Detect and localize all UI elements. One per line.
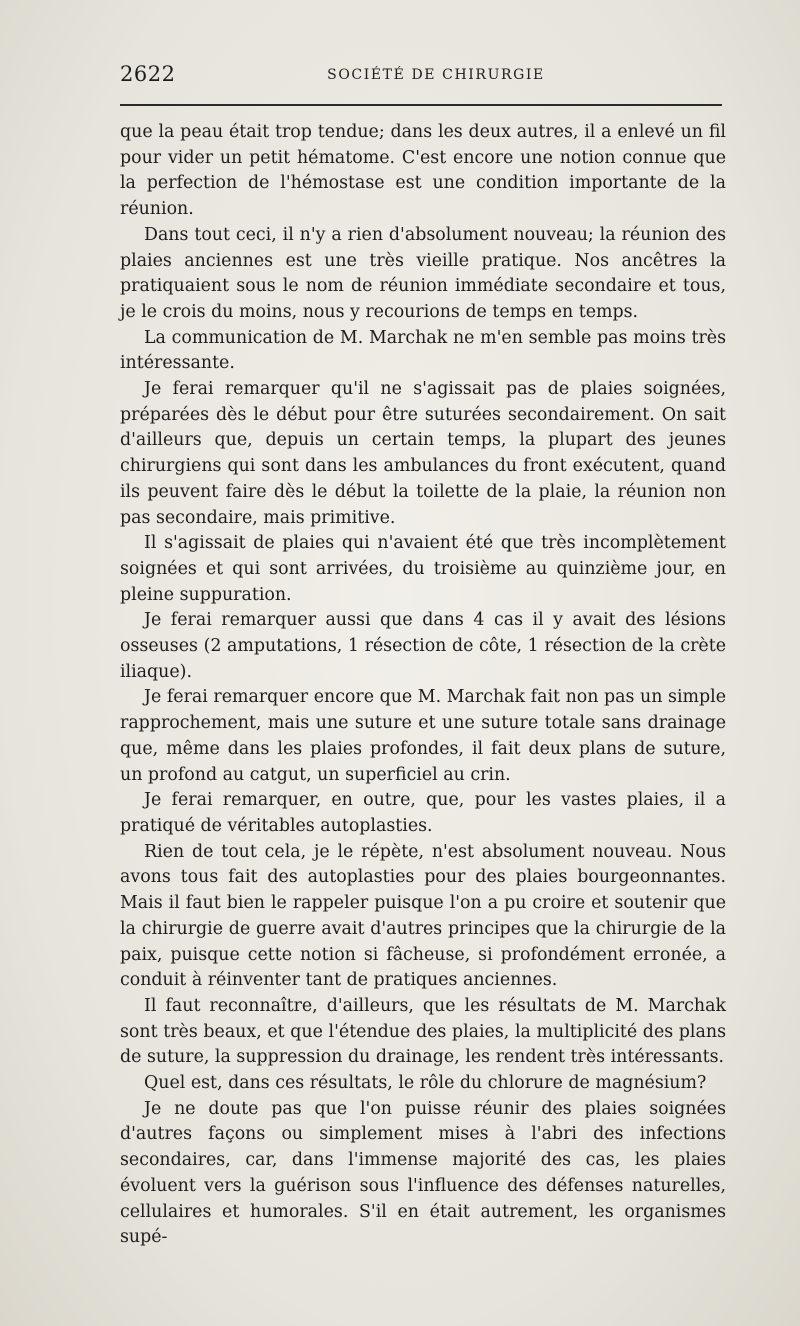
running-head: SOCIÉTÉ DE CHIRURGIE bbox=[327, 67, 545, 83]
paragraph: Je ferai remarquer qu'il ne s'agissait pas de plaies soignées, préparées dès le début pour être suturées secondairement. On sait d'ailleurs que, depuis un certain temps, la plupart des jeunes chirurgiens qui sont dans les ambulances du front exécutent, quand ils peuvent faire dès le début la toilette de la plaie, la réunion non pas secondaire, mais primitive. bbox=[120, 379, 726, 528]
paragraph: Il faut reconnaître, d'ailleurs, que les résultats de M. Marchak sont très beaux, et que l'étendue des plaies, la multiplicité des plans de suture, la suppression du drainage, les rendent très intéressants. bbox=[120, 995, 726, 1068]
paragraph: Dans tout ceci, il n'y a rien d'absolument nouveau; la réunion des plaies anciennes est une très vieille pratique. Nos ancêtres la pratiquaient sous le nom de réunion immédiate secondaire et tous, je le crois du moins, nous y recourions de temps en temps. bbox=[120, 224, 726, 322]
paragraph: Il s'agissait de plaies qui n'avaient été que très incomplètement soignées et qui sont arrivées, du troisième au quinzième jour, en pleine suppuration. bbox=[120, 533, 726, 605]
body-text bbox=[120, 120, 726, 1251]
page-header bbox=[120, 62, 722, 92]
paragraph: Je ferai remarquer, en outre, que, pour les vastes plaies, il a pratiqué de véritables autoplasties. bbox=[120, 790, 726, 836]
paragraph: La communication de M. Marchak ne m'en semble pas moins très intéressante. bbox=[120, 327, 726, 374]
paragraph: Quel est, dans ces résultats, le rôle du chlorure de magnésium? bbox=[144, 1073, 707, 1094]
paragraph: Je ferai remarquer encore que M. Marchak fait non pas un simple rapprochement, mais une suture et une suture totale sans drainage que, même dans les plaies profondes, il fait deux plans de suture, un profond au catgut, un superficiel au crin. bbox=[120, 687, 726, 785]
paragraph: que la peau était trop tendue; dans les deux autres, il a enlevé un fil pour vider un petit hématome. C'est encore une notion connue que la perfection de l'hémostase est une condition importante de la réunion. bbox=[120, 122, 726, 220]
header-rule bbox=[120, 104, 722, 106]
paragraph: Je ferai remarquer aussi que dans 4 cas il y avait des lésions osseuses (2 amputations, 1 résection de côte, 1 résection de la crète iliaque). bbox=[120, 610, 726, 682]
paragraph: Rien de tout cela, je le répète, n'est absolument nouveau. Nous avons tous fait des autoplasties pour des plaies bourgeonnantes. Mais il faut bien le rappeler puisque l'on a pu croire et soutenir que la chirurgie de guerre avait d'autres principes que la chirurgie de la paix, puisque cette notion si fâcheuse, si profondément erronée, a conduit à réinventer tant de pratiques anciennes. bbox=[120, 841, 726, 991]
paragraph: Je ne doute pas que l'on puisse réunir des plaies soignées d'autres façons ou simplement mises à l'abri des infections secondaires, car, dans l'immense majorité des cas, les plaies évoluent vers la guérison sous l'influence des défenses naturelles, cellulaires et humorales. S'il en était autrement, les organismes supé- bbox=[120, 1098, 726, 1248]
page-number: 2622 bbox=[120, 62, 176, 86]
